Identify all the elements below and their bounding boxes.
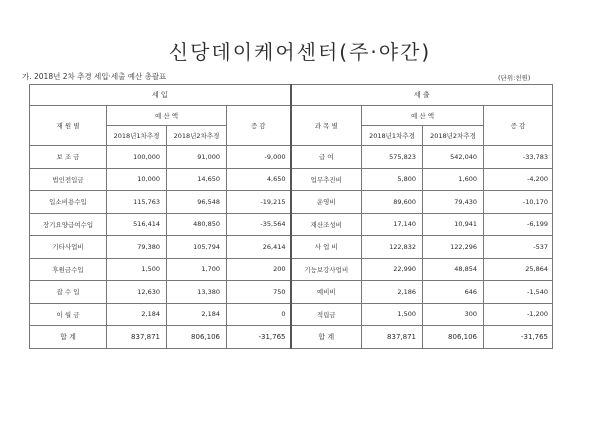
budget-summary-table [29, 84, 553, 349]
expenditure-first-cell: 575,823 [362, 146, 423, 169]
revenue-change-cell: 0 [227, 303, 291, 326]
expenditure-item-header: 과 목 별 [291, 106, 362, 146]
revenue-first-cell: 1,500 [107, 258, 167, 281]
expenditure-item-cell: 업무추진비 [291, 168, 362, 191]
expenditure-section-header: 세 출 [291, 85, 553, 106]
table-row [30, 146, 553, 169]
table-caption: 가. 2018년 2차 추경 세입·세출 예산 총괄표 [22, 72, 167, 81]
expenditure-item-cell: 사 업 비 [291, 236, 362, 259]
table-row [30, 258, 553, 281]
column-header-row [30, 106, 553, 126]
revenue-change-cell: 26,414 [227, 236, 291, 259]
revenue-source-cell: 이 월 금 [30, 303, 107, 326]
revenue-source-cell: 후원금수입 [30, 258, 107, 281]
revenue-first-cell: 79,380 [107, 236, 167, 259]
total-row [30, 326, 553, 349]
revenue-second-header: 2018년2차추경 [167, 126, 227, 146]
revenue-source-cell: 기타사업비 [30, 236, 107, 259]
expenditure-item-cell: 기능보강사업비 [291, 258, 362, 281]
revenue-second-cell: 13,380 [167, 281, 227, 304]
revenue-source-cell: 잡 수 입 [30, 281, 107, 304]
revenue-total-label: 합 계 [30, 326, 107, 349]
expenditure-total-change: -31,765 [484, 326, 553, 349]
expenditure-first-cell: 22,990 [362, 258, 423, 281]
revenue-second-cell: 1,700 [167, 258, 227, 281]
expenditure-first-cell: 89,600 [362, 191, 423, 214]
revenue-change-cell: -35,564 [227, 213, 291, 236]
expenditure-item-cell: 적립금 [291, 303, 362, 326]
revenue-change-cell: -9,000 [227, 146, 291, 169]
revenue-second-cell: 96,548 [167, 191, 227, 214]
expenditure-first-cell: 1,500 [362, 303, 423, 326]
expenditure-first-cell: 2,186 [362, 281, 423, 304]
expenditure-total-label: 합 계 [291, 326, 362, 349]
revenue-second-cell: 14,650 [167, 168, 227, 191]
expenditure-change-cell: -4,200 [484, 168, 553, 191]
expenditure-change-cell: 25,864 [484, 258, 553, 281]
expenditure-second-header: 2018년2차추경 [423, 126, 484, 146]
expenditure-second-cell: 48,854 [423, 258, 484, 281]
revenue-source-cell: 법인전입금 [30, 168, 107, 191]
revenue-second-cell: 480,850 [167, 213, 227, 236]
revenue-change-cell: 200 [227, 258, 291, 281]
expenditure-first-cell: 5,800 [362, 168, 423, 191]
revenue-source-cell: 보 조 금 [30, 146, 107, 169]
expenditure-item-cell: 운영비 [291, 191, 362, 214]
expenditure-second-cell: 542,040 [423, 146, 484, 169]
expenditure-change-cell: -10,170 [484, 191, 553, 214]
revenue-second-cell: 2,184 [167, 303, 227, 326]
table-row [30, 281, 553, 304]
table-row [30, 236, 553, 259]
expenditure-item-cell: 급 여 [291, 146, 362, 169]
revenue-budget-header: 예 산 액 [107, 106, 227, 126]
expenditure-item-cell: 예비비 [291, 281, 362, 304]
unit-label: (단위:천원) [498, 74, 531, 82]
expenditure-total-second: 806,106 [423, 326, 484, 349]
expenditure-change-header: 증 감 [484, 106, 553, 146]
revenue-source-header: 재 원 별 [30, 106, 107, 146]
revenue-change-header: 증 감 [227, 106, 291, 146]
expenditure-first-cell: 17,140 [362, 213, 423, 236]
revenue-change-cell: 750 [227, 281, 291, 304]
revenue-source-cell: 장기요양급여수입 [30, 213, 107, 236]
expenditure-total-first: 837,871 [362, 326, 423, 349]
expenditure-second-cell: 79,430 [423, 191, 484, 214]
revenue-total-second: 806,106 [167, 326, 227, 349]
revenue-source-cell: 입소비용수입 [30, 191, 107, 214]
revenue-first-cell: 10,000 [107, 168, 167, 191]
expenditure-second-cell: 1,600 [423, 168, 484, 191]
expenditure-item-cell: 재산조성비 [291, 213, 362, 236]
expenditure-change-cell: -6,199 [484, 213, 553, 236]
page-title: 신당데이케어센터(주·야간) [168, 40, 432, 64]
revenue-second-cell: 91,000 [167, 146, 227, 169]
revenue-first-cell: 12,630 [107, 281, 167, 304]
expenditure-change-cell: -1,540 [484, 281, 553, 304]
expenditure-second-cell: 10,941 [423, 213, 484, 236]
revenue-first-cell: 115,763 [107, 191, 167, 214]
revenue-change-cell: -19,215 [227, 191, 291, 214]
expenditure-first-header: 2018년1차추경 [362, 126, 423, 146]
expenditure-second-cell: 646 [423, 281, 484, 304]
expenditure-first-cell: 122,832 [362, 236, 423, 259]
table-row [30, 303, 553, 326]
section-header-row [30, 85, 553, 106]
expenditure-second-cell: 122,296 [423, 236, 484, 259]
revenue-first-header: 2018년1차추경 [107, 126, 167, 146]
revenue-total-change: -31,765 [227, 326, 291, 349]
expenditure-change-cell: -33,783 [484, 146, 553, 169]
table-row [30, 168, 553, 191]
revenue-section-header: 세 입 [30, 85, 291, 106]
revenue-change-cell: 4,650 [227, 168, 291, 191]
revenue-first-cell: 516,414 [107, 213, 167, 236]
revenue-total-first: 837,871 [107, 326, 167, 349]
revenue-first-cell: 100,000 [107, 146, 167, 169]
expenditure-change-cell: -537 [484, 236, 553, 259]
expenditure-change-cell: -1,200 [484, 303, 553, 326]
revenue-first-cell: 2,184 [107, 303, 167, 326]
revenue-second-cell: 105,794 [167, 236, 227, 259]
expenditure-second-cell: 300 [423, 303, 484, 326]
table-row [30, 213, 553, 236]
table-row [30, 191, 553, 214]
expenditure-budget-header: 예 산 액 [362, 106, 484, 126]
